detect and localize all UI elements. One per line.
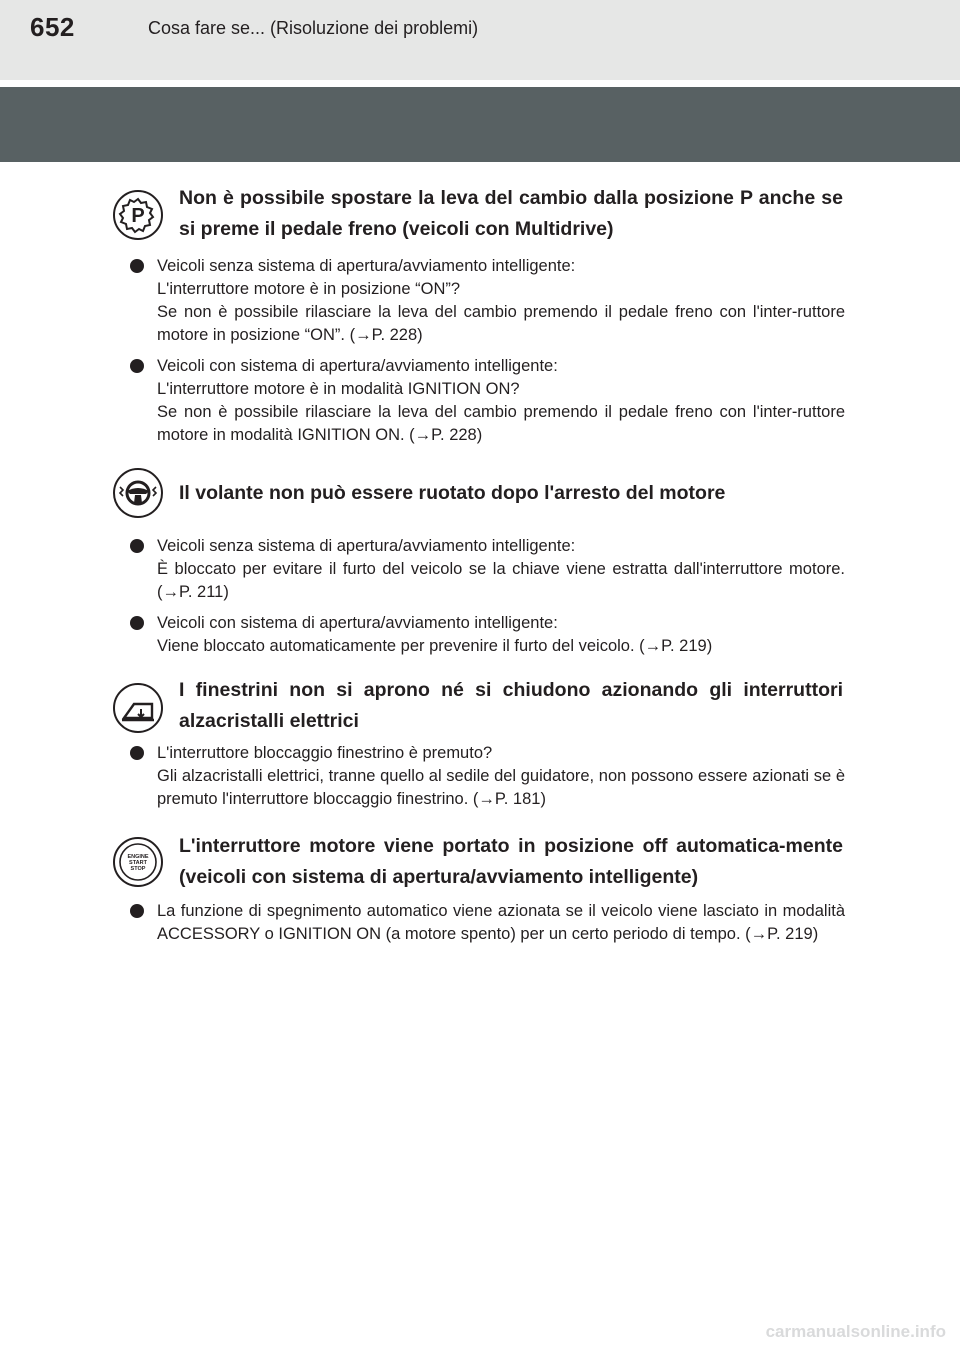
bullet-line: È bloccato per evitare il furto del veicolo se la chiave viene estratta dall'interruttore motore. (→P. 211) <box>157 560 845 601</box>
bullet-line: L'interruttore motore è in modalità IGNITION ON? <box>157 380 520 398</box>
section-title: Il volante non può essere ruotato dopo l'arresto del motore <box>179 482 726 504</box>
bullet-list <box>130 900 845 954</box>
bullet-line: La funzione di spegnimento automatico viene azionata se il veicolo viene lasciato in modalità ACCESSORY o IGNITION ON (a motore spento) per un certo periodo di tempo. (→P. 219) <box>157 902 845 943</box>
list-item <box>130 742 845 811</box>
bullet-line: Se non è possibile rilasciare la leva del cambio premendo il pedale freno con l'inter-ruttore motore in posizione “ON”. (→P. 228) <box>157 303 845 344</box>
bullet-line: L'interruttore motore è in posizione “ON”? <box>157 280 461 298</box>
bullet-list <box>130 255 845 455</box>
power-window-icon <box>112 682 164 734</box>
section-banner <box>0 87 960 162</box>
shift-p-gear-icon <box>112 189 164 241</box>
list-item <box>130 900 845 946</box>
icon-label: STOP <box>130 866 146 872</box>
bullet-line: L'interruttore bloccaggio finestrino è premuto? <box>157 744 493 762</box>
chapter-title: Cosa fare se... (Risoluzione dei problemi) <box>148 18 479 38</box>
header-band <box>0 0 960 80</box>
bullet-dot-icon <box>130 746 144 760</box>
bullet-line: Viene bloccato automaticamente per prevenire il furto del veicolo. (→P. 219) <box>157 637 713 655</box>
bullet-line: Veicoli con sistema di apertura/avviamento intelligente: <box>157 357 558 375</box>
section-title: L'interruttore motore viene portato in posizione off automatica-mente (veicoli con sistema di apertura/avviamento intelligente) <box>179 835 843 888</box>
bullet-dot-icon <box>130 539 144 553</box>
bullet-dot-icon <box>130 616 144 630</box>
bullet-dot-icon <box>130 359 144 373</box>
bullet-line: Veicoli senza sistema di apertura/avviamento intelligente: <box>157 257 576 275</box>
icon-label: START <box>129 860 147 866</box>
list-item <box>130 612 845 658</box>
section-title: I finestrini non si aprono né si chiudono azionando gli interruttori alzacristalli elettrici <box>179 679 843 732</box>
bullet-line: Gli alzacristalli elettrici, tranne quello al sedile del guidatore, non possono essere azionati se è premuto l'interruttore bloccaggio finestrino. (→P. 181) <box>157 767 845 808</box>
icon-label: ENGINE <box>127 854 149 860</box>
page-number: 652 <box>30 12 75 42</box>
bullet-line: Veicoli senza sistema di apertura/avviamento intelligente: <box>157 537 576 555</box>
bullet-line: Veicoli con sistema di apertura/avviamento intelligente: <box>157 614 558 632</box>
bullet-dot-icon <box>130 259 144 273</box>
steering-lock-icon <box>112 467 164 519</box>
bullet-line: Se non è possibile rilasciare la leva del cambio premendo il pedale freno con l'inter-ruttore motore in modalità IGNITION ON. (→P. 228) <box>157 403 845 444</box>
bullet-list <box>130 742 845 819</box>
list-item <box>130 535 845 604</box>
section-title: Non è possibile spostare la leva del cambio dalla posizione P anche se si preme il pedale freno (veicoli con Multidrive) <box>179 187 843 240</box>
engine-start-stop-icon <box>112 836 164 888</box>
list-item <box>130 255 845 347</box>
list-item <box>130 355 845 447</box>
bullet-dot-icon <box>130 904 144 918</box>
svg-text:P: P <box>131 205 145 227</box>
watermark: carmanualsonline.info <box>765 1322 946 1341</box>
bullet-list <box>130 535 845 666</box>
